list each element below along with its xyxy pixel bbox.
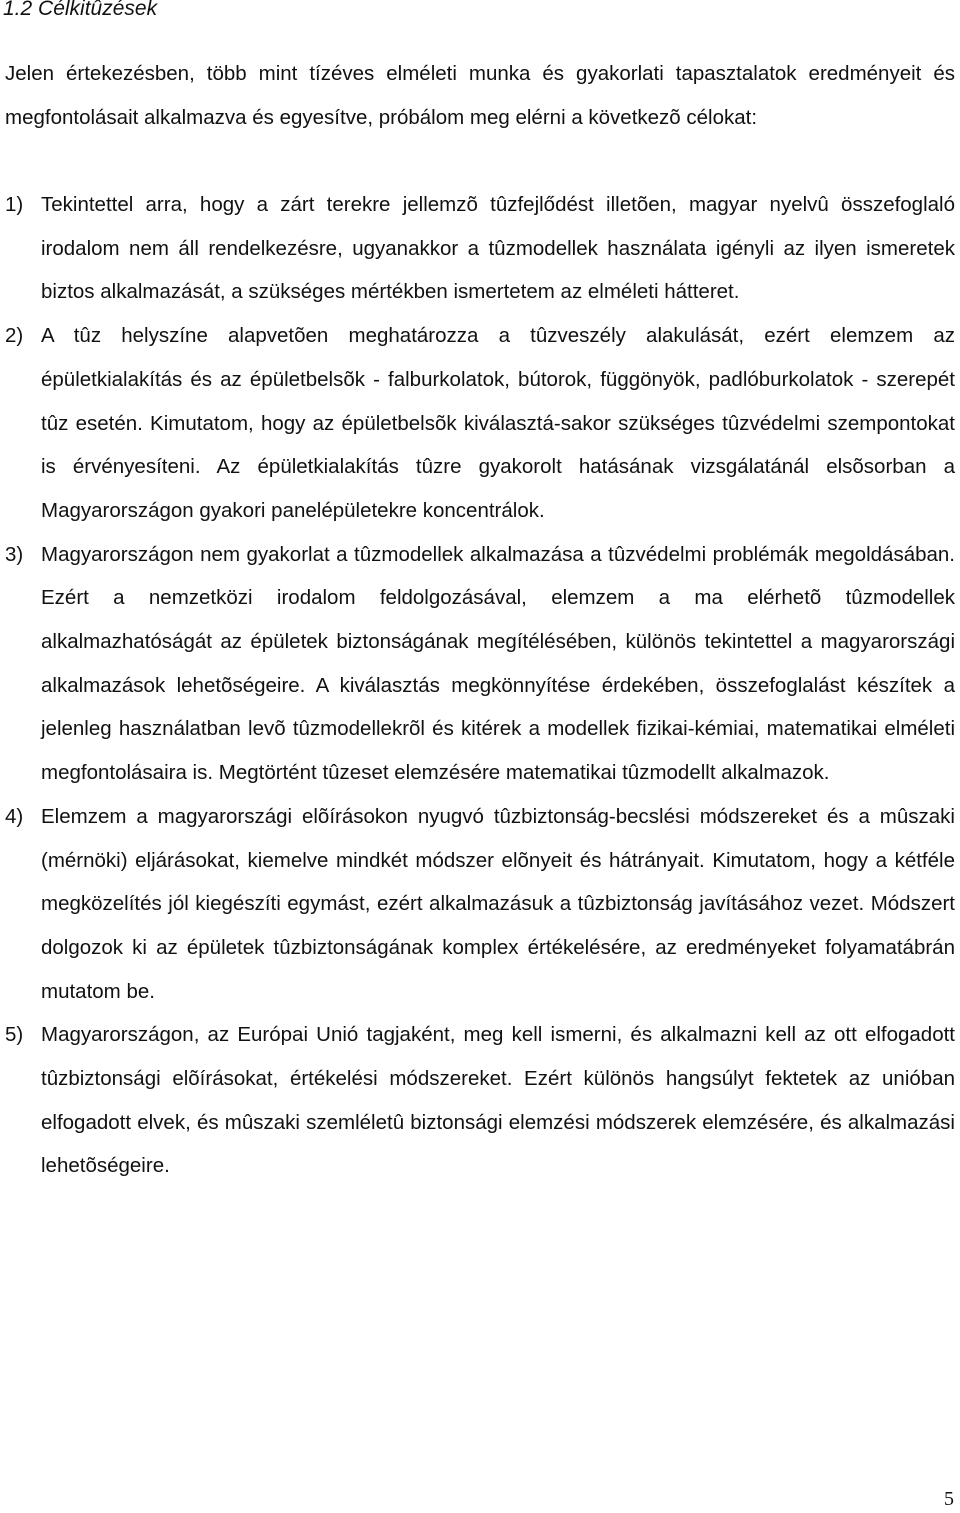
item-number: 3) xyxy=(5,542,24,566)
list-item xyxy=(5,314,955,533)
section-heading: 1.2 Célkitûzések xyxy=(3,0,158,20)
item-text: A tûz helyszíne alapvetõen meghatározza a tûzveszély alakulását, ezért elemzem az épületkialakítás és az épületbelsõk - falburkolatok, bútorok, függönyök, padlóburkolatok - szerepét tûz esetén. Kimutatom, hogy az épületbelsõk kiválasztá-sakor szükséges tûzvédelmi szempontokat is érvényesíteni. Az épületkialakítás tûzre gyakorolt hatásának vizsgálatánál elsõsorban a Magyarországon gyakori panelépületekre koncentrálok. xyxy=(41,324,955,522)
item-text: Magyarországon, az Európai Unió tagjaként, meg kell ismerni, és alkalmazni kell az ott elfogadott tûzbiztonsági elõírásokat, értékelési módszereket. Ezért különös hangsúlyt fektetek az unióban elfogadott elvek, és mûszaki szemléletû biztonsági elemzési módszerek elemzésére, és alkalmazási lehetõségeire. xyxy=(41,1023,955,1178)
list-item xyxy=(5,795,955,1014)
item-text: Elemzem a magyarországi elõírásokon nyugvó tûzbiztonság-becslési módszereket és a mûszaki (mérnöki) eljárásokat, kiemelve mindkét módszer elõnyeit és hátrányait. Kimutatom, hogy a kétféle megközelítés jól kiegészíti egymást, ezért alkalmazásuk a tûzbiztonság javításához vezet. Módszert dolgozok ki az épületek tûzbiztonságának komplex értékelésére, az eredményeket folyamatábrán mutatom be. xyxy=(41,804,955,1003)
item-number: 4) xyxy=(5,804,24,828)
list-item xyxy=(5,533,955,795)
item-number: 5) xyxy=(5,1023,24,1047)
item-text: Tekintettel arra, hogy a zárt terekre jellemzõ tûzfejlődést illetõen, magyar nyelvû összefoglaló irodalom nem áll rendelkezésre, ugyanakkor a tûzmodellek használata igényli az ilyen ismeretek biztos alkalmazását, a szükséges mértékben ismertetem az elméleti hátteret. xyxy=(41,193,955,304)
item-text: Magyarországon nem gyakorlat a tûzmodellek alkalmazása a tûzvédelmi problémák megoldásában. Ezért a nemzetközi irodalom feldolgozásával, elemzem a ma elérhetõ tûzmodellek alkalmazhatóságát az épületek biztonságának megítélésében, különös tekintettel a magyarországi alkalmazások lehetõségeire. A kiválasztás megkönnyítése érdekében, összefoglalást készítek a jelenleg használatban levõ tûzmodellekrõl és kitérek a modellek fizikai-kémiai, matematikai elméleti megfontolásaira is. Megtörtént tûzeset elemzésére matematikai tûzmodellt alkalmazok. xyxy=(41,542,955,785)
item-number: 2) xyxy=(5,324,24,348)
list-item xyxy=(5,1013,955,1188)
list-item xyxy=(5,183,955,314)
goals-list xyxy=(5,183,955,1188)
page-number: 5 xyxy=(944,1488,954,1510)
intro-paragraph: Jelen értekezésben, több mint tízéves elméleti munka és gyakorlati tapasztalatok eredményeit és megfontolásait alkalmazva és egyesítve, próbálom meg elérni a következõ célokat: xyxy=(5,62,955,129)
item-number: 1) xyxy=(5,193,24,216)
